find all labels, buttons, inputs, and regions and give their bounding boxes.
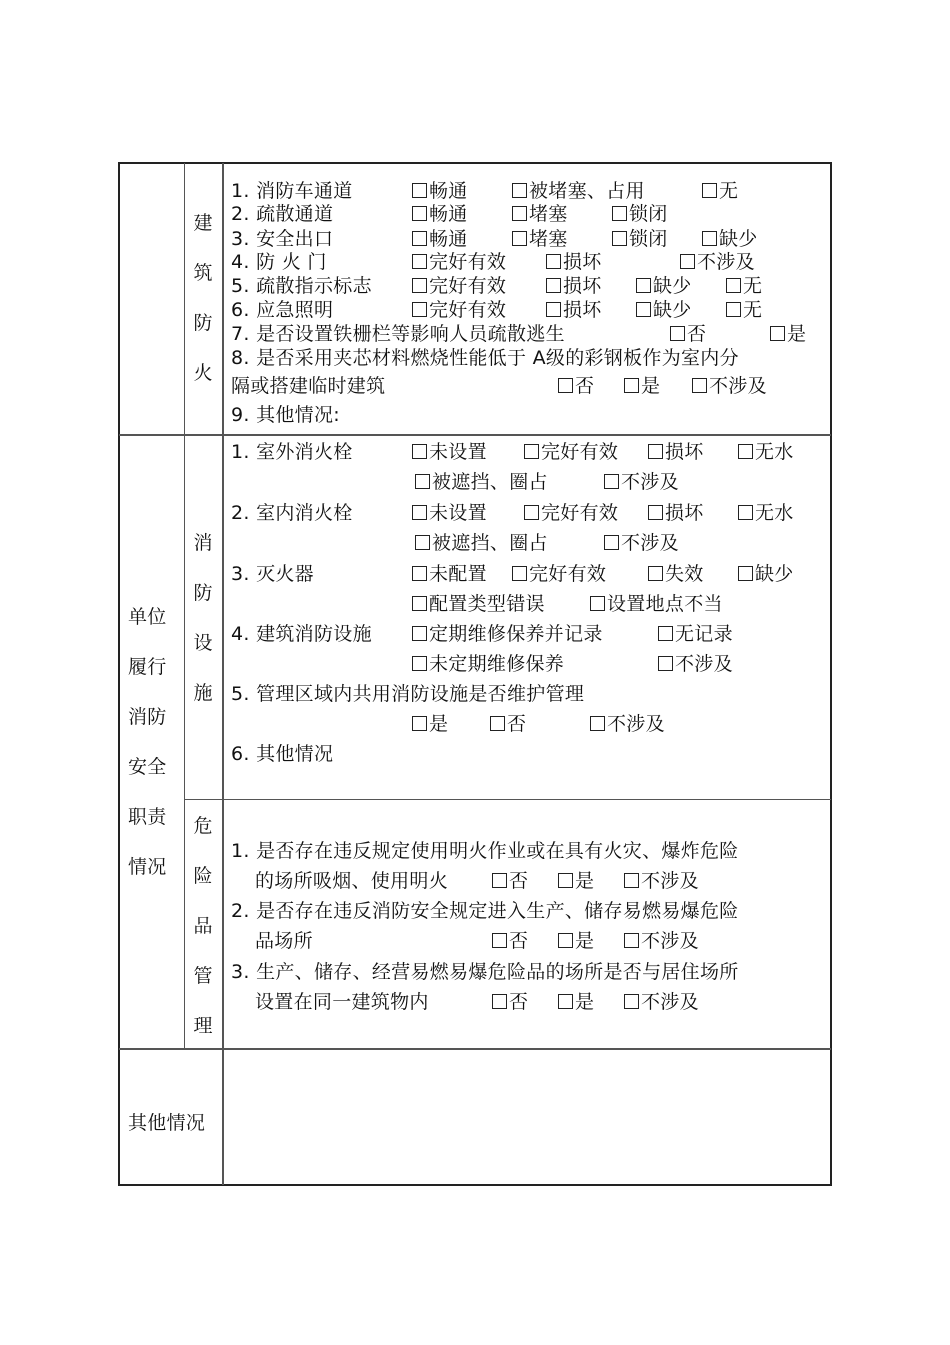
checkbox-option[interactable]: 不涉及 <box>624 991 699 1013</box>
label-chars: 情况 <box>128 856 167 878</box>
checkbox-option[interactable]: 损坏 <box>546 275 602 297</box>
checkbox-option[interactable]: 无 <box>726 275 762 297</box>
checkbox-option[interactable]: 堵塞 <box>512 228 568 250</box>
checkbox-option[interactable]: 不涉及 <box>604 471 679 493</box>
checkbox[interactable] <box>770 326 785 341</box>
label-char: 防 <box>193 582 213 604</box>
item-text: 2. 室内消火栓 <box>231 502 353 524</box>
other-situation-field[interactable] <box>232 1058 822 1178</box>
checkbox-option[interactable]: 未设置 <box>412 502 487 524</box>
checkbox-option[interactable]: 完好有效 <box>524 502 618 524</box>
checkbox[interactable] <box>738 566 753 581</box>
checkbox-option[interactable]: 不涉及 <box>590 713 665 735</box>
checkbox-option[interactable]: 被遮挡、圈占 <box>415 471 548 493</box>
section-label-other: 其他情况 <box>128 1112 206 1134</box>
checkbox-option[interactable]: 锁闭 <box>612 203 668 225</box>
checkbox-option[interactable]: 配置类型错误 <box>412 593 545 615</box>
item-text: 1. 消防车通道 <box>231 180 353 202</box>
item-text: 4. 建筑消防设施 <box>231 623 372 645</box>
checkbox-option[interactable]: 完好有效 <box>524 441 618 463</box>
checkbox-option[interactable]: 被遮挡、圈占 <box>415 532 548 554</box>
checkbox[interactable] <box>648 444 663 459</box>
checkbox-option[interactable]: 畅通 <box>412 180 468 202</box>
item-text: 隔或搭建临时建筑 <box>231 375 386 397</box>
checkbox[interactable] <box>412 278 427 293</box>
label-char: 理 <box>193 1015 213 1037</box>
checkbox[interactable] <box>492 994 507 1009</box>
divider <box>184 163 185 1049</box>
checkbox[interactable] <box>512 566 527 581</box>
checkbox[interactable] <box>558 378 573 393</box>
checkbox[interactable] <box>412 716 427 731</box>
checkbox[interactable] <box>558 873 573 888</box>
checkbox[interactable] <box>415 474 430 489</box>
label-char: 筑 <box>193 262 213 284</box>
checkbox-option[interactable]: 完好有效 <box>412 251 506 273</box>
item-text: 6. 其他情况 <box>231 743 334 765</box>
checkbox[interactable] <box>412 626 427 641</box>
label-char: 消 <box>193 532 213 554</box>
checkbox[interactable] <box>624 873 639 888</box>
label-char: 施 <box>193 682 213 704</box>
item-text: 品场所 <box>255 930 313 952</box>
checkbox[interactable] <box>648 566 663 581</box>
checkbox[interactable] <box>546 278 561 293</box>
checkbox-option[interactable]: 缺少 <box>702 228 758 250</box>
divider <box>222 163 224 1185</box>
checkbox[interactable] <box>412 656 427 671</box>
divider <box>119 434 831 436</box>
checkbox-option[interactable]: 缺少 <box>636 275 692 297</box>
checkbox-option[interactable]: 是 <box>558 930 594 952</box>
checkbox[interactable] <box>546 254 561 269</box>
checkbox[interactable] <box>738 444 753 459</box>
checkbox[interactable] <box>624 994 639 1009</box>
label-char: 险 <box>193 865 213 887</box>
checkbox-option[interactable]: 损坏 <box>546 299 602 321</box>
checkbox-option[interactable]: 畅通 <box>412 203 468 225</box>
checkbox-option[interactable]: 定期维修保养并记录 <box>412 623 603 645</box>
item-text: 5. 管理区域内共用消防设施是否维护管理 <box>231 683 585 705</box>
checkbox[interactable] <box>738 505 753 520</box>
checkbox[interactable] <box>415 535 430 550</box>
checkbox[interactable] <box>604 474 619 489</box>
checkbox[interactable] <box>670 326 685 341</box>
checkbox[interactable] <box>524 505 539 520</box>
checkbox-option[interactable]: 不涉及 <box>604 532 679 554</box>
checkbox-option[interactable]: 损坏 <box>546 251 602 273</box>
checkbox[interactable] <box>412 302 427 317</box>
checkbox-option[interactable]: 是 <box>558 991 594 1013</box>
checkbox[interactable] <box>636 278 651 293</box>
checkbox[interactable] <box>624 933 639 948</box>
item-text: 3. 生产、储存、经营易燃易爆危险品的场所是否与居住场所 <box>231 961 739 983</box>
checkbox-option[interactable]: 缺少 <box>636 299 692 321</box>
checkbox-option[interactable]: 是 <box>412 713 448 735</box>
checkbox[interactable] <box>546 302 561 317</box>
checkbox-option[interactable]: 不涉及 <box>658 653 733 675</box>
checkbox-option[interactable]: 否 <box>492 991 528 1013</box>
item-text: 1. 室外消火栓 <box>231 441 353 463</box>
checkbox-option[interactable]: 否 <box>490 713 526 735</box>
checkbox-option[interactable]: 不涉及 <box>692 375 767 397</box>
item-text: 3. 安全出口 <box>231 228 334 250</box>
checkbox[interactable] <box>492 933 507 948</box>
item-text: 7. 是否设置铁栅栏等影响人员疏散逃生 <box>231 323 565 345</box>
checkbox[interactable] <box>412 183 427 198</box>
label-chars: 消防 <box>128 706 167 728</box>
item-text: 9. 其他情况: <box>231 404 340 426</box>
checkbox-option[interactable]: 不涉及 <box>624 930 699 952</box>
checkbox-option[interactable]: 失效 <box>648 563 704 585</box>
checkbox[interactable] <box>512 183 527 198</box>
checkbox[interactable] <box>524 444 539 459</box>
label-char: 品 <box>193 915 213 937</box>
checkbox[interactable] <box>702 183 717 198</box>
item-text: 1. 是否存在违反规定使用明火作业或在具有火灾、爆炸危险 <box>231 840 739 862</box>
checkbox[interactable] <box>692 378 707 393</box>
checkbox[interactable] <box>590 596 605 611</box>
checkbox-option[interactable]: 无 <box>702 180 738 202</box>
checkbox[interactable] <box>726 302 741 317</box>
checkbox[interactable] <box>658 656 673 671</box>
checkbox[interactable] <box>624 378 639 393</box>
checkbox[interactable] <box>412 596 427 611</box>
checkbox[interactable] <box>512 206 527 221</box>
label-char: 建 <box>193 212 213 234</box>
checkbox-option[interactable]: 损坏 <box>648 441 704 463</box>
checkbox[interactable] <box>512 231 527 246</box>
label-chars: 安全 <box>128 756 167 778</box>
divider <box>184 799 831 800</box>
checkbox-option[interactable]: 是 <box>770 323 806 345</box>
checkbox[interactable] <box>612 206 627 221</box>
checkbox[interactable] <box>412 206 427 221</box>
checkbox-option[interactable]: 完好有效 <box>512 563 606 585</box>
checkbox[interactable] <box>412 505 427 520</box>
label-char: 危 <box>193 815 213 837</box>
checkbox-option[interactable]: 不涉及 <box>680 251 755 273</box>
label-char: 管 <box>193 965 213 987</box>
checkbox-option[interactable]: 锁闭 <box>612 228 668 250</box>
checkbox-option[interactable]: 无 <box>726 299 762 321</box>
checkbox[interactable] <box>412 254 427 269</box>
item-text: 的场所吸烟、使用明火 <box>255 870 449 892</box>
checkbox-option[interactable]: 无水 <box>738 441 794 463</box>
checkbox-option[interactable]: 不涉及 <box>624 870 699 892</box>
checkbox-option[interactable]: 是 <box>558 870 594 892</box>
label-chars: 履行 <box>128 656 167 678</box>
checkbox[interactable] <box>412 231 427 246</box>
item-text: 5. 疏散指示标志 <box>231 275 372 297</box>
item-text: 8. 是否采用夹芯材料燃烧性能低于 A级的彩钢板作为室内分 <box>231 347 739 369</box>
checkbox[interactable] <box>412 444 427 459</box>
checkbox-option[interactable]: 否 <box>492 930 528 952</box>
checkbox-option[interactable]: 设置地点不当 <box>590 593 723 615</box>
label-char: 防 <box>193 312 213 334</box>
checkbox-option[interactable]: 完好有效 <box>412 275 506 297</box>
item-text: 6. 应急照明 <box>231 299 334 321</box>
checkbox-option[interactable]: 否 <box>670 323 706 345</box>
item-text: 3. 灭火器 <box>231 563 314 585</box>
checkbox-option[interactable]: 完好有效 <box>412 299 506 321</box>
checkbox-option[interactable]: 否 <box>558 375 594 397</box>
checkbox-option[interactable]: 缺少 <box>738 563 794 585</box>
checkbox[interactable] <box>490 716 505 731</box>
checkbox-option[interactable]: 是 <box>624 375 660 397</box>
checkbox-option[interactable]: 损坏 <box>648 502 704 524</box>
checkbox-option[interactable]: 堵塞 <box>512 203 568 225</box>
checkbox[interactable] <box>680 254 695 269</box>
checkbox-option[interactable]: 未定期维修保养 <box>412 653 564 675</box>
checkbox[interactable] <box>726 278 741 293</box>
checkbox[interactable] <box>658 626 673 641</box>
item-text: 4. 防 火 门 <box>231 251 327 273</box>
item-text: 2. 是否存在违反消防安全规定进入生产、储存易燃易爆危险 <box>231 900 739 922</box>
checkbox-option[interactable]: 畅通 <box>412 228 468 250</box>
checkbox-option[interactable]: 否 <box>492 870 528 892</box>
checkbox-option[interactable]: 无水 <box>738 502 794 524</box>
checkbox[interactable] <box>412 566 427 581</box>
checkbox[interactable] <box>492 873 507 888</box>
checkbox-option[interactable]: 被堵塞、占用 <box>512 180 645 202</box>
checkbox-option[interactable]: 未设置 <box>412 441 487 463</box>
checkbox[interactable] <box>636 302 651 317</box>
label-chars: 职责 <box>128 806 167 828</box>
checkbox[interactable] <box>590 716 605 731</box>
checkbox[interactable] <box>558 933 573 948</box>
checkbox[interactable] <box>702 231 717 246</box>
divider <box>119 1048 831 1050</box>
label-char: 火 <box>193 362 213 384</box>
checkbox-option[interactable]: 无记录 <box>658 623 733 645</box>
checkbox[interactable] <box>648 505 663 520</box>
label-chars: 单位 <box>128 606 167 628</box>
label-char: 设 <box>193 632 213 654</box>
checkbox-option[interactable]: 未配置 <box>412 563 487 585</box>
checkbox[interactable] <box>612 231 627 246</box>
checkbox[interactable] <box>558 994 573 1009</box>
item-text: 设置在同一建筑物内 <box>255 991 429 1013</box>
item-text: 2. 疏散通道 <box>231 203 334 225</box>
checkbox[interactable] <box>604 535 619 550</box>
